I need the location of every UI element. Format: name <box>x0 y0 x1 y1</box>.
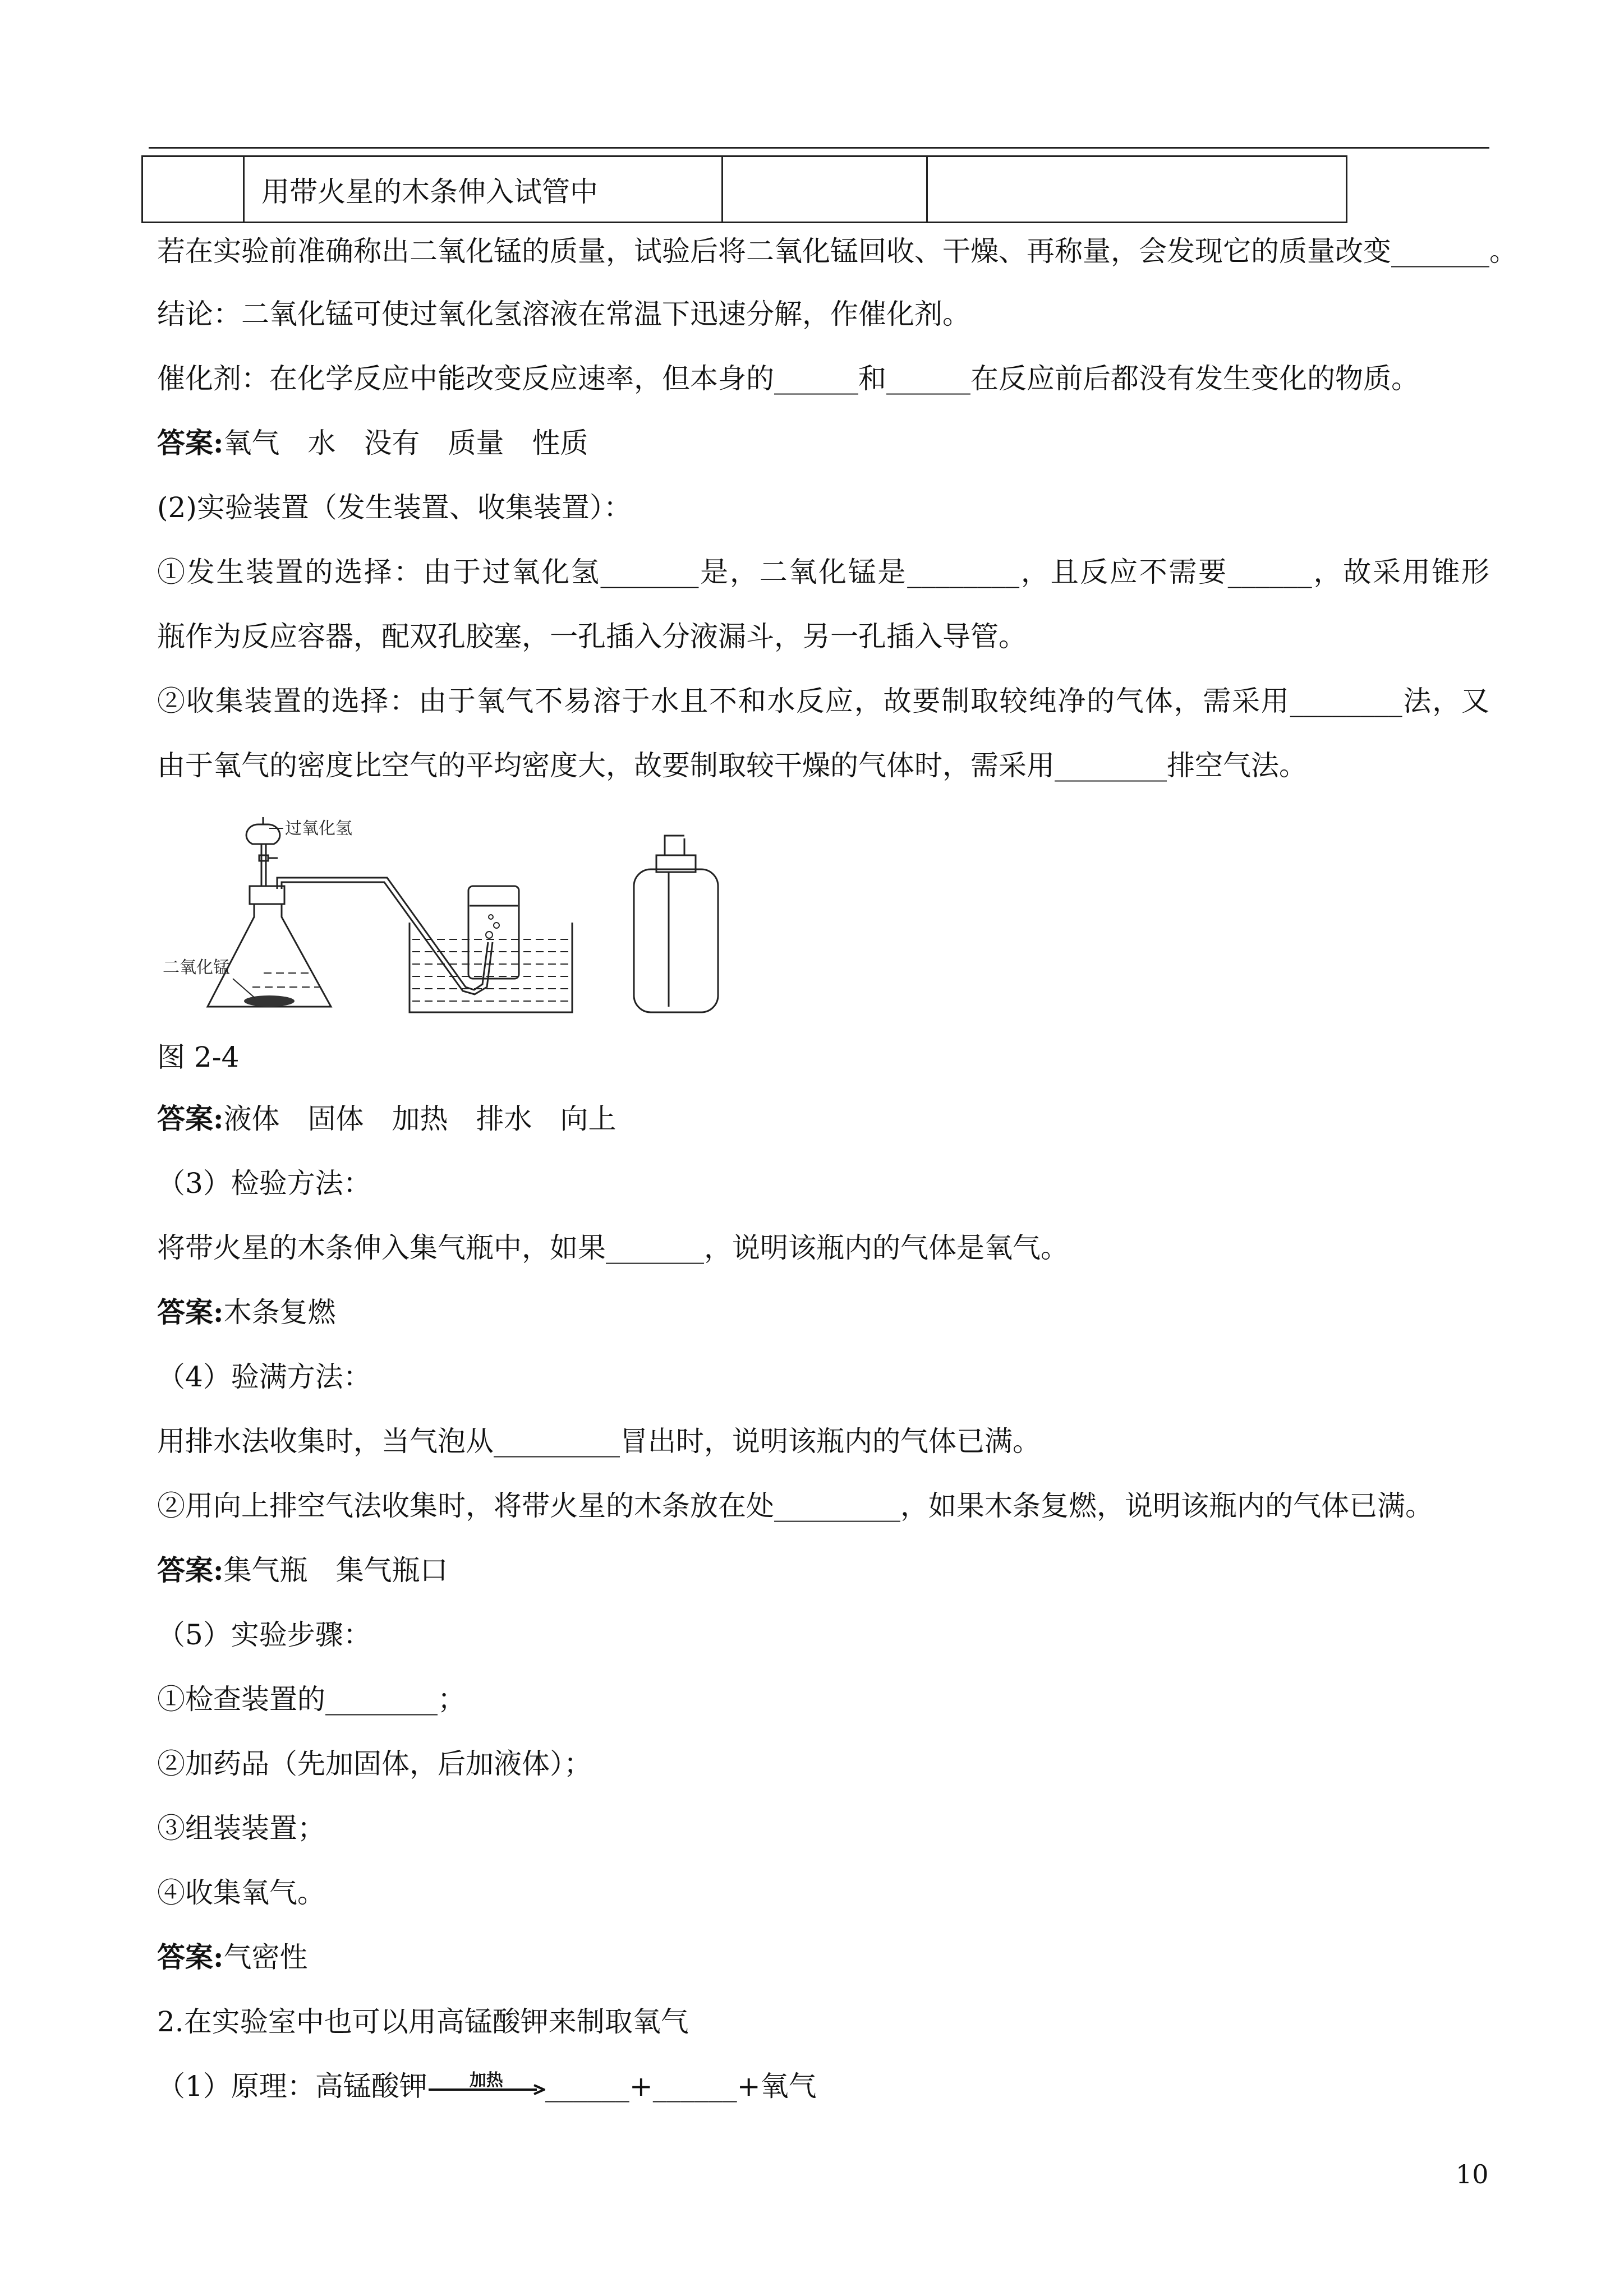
table-cell <box>723 156 927 223</box>
paragraph: 瓶作为反应容器，配双孔胶塞，一孔插入分液漏斗，另一孔插入导管。 <box>157 620 1027 653</box>
answer-line <box>157 1102 616 1136</box>
answer-text: 氧气 水 没有 质量 性质 <box>223 427 588 459</box>
section-heading: （5）实验步骤： <box>157 1619 371 1651</box>
figure-caption: 图 2-4 <box>157 1041 240 1073</box>
section-heading: (2)实验装置（发生装置、收集装置）： <box>157 491 632 524</box>
answer-text: 气密性 <box>223 1941 308 1974</box>
answer-line <box>157 426 588 460</box>
paragraph: 结论：二氧化锰可使过氧化氢溶液在常温下迅速分解，作催化剂。 <box>157 298 970 330</box>
paragraph: ②加药品（先加固体，后加液体）； <box>157 1748 592 1780</box>
answer-line <box>157 1553 448 1587</box>
mno2-label: 二氧化锰 <box>163 958 230 978</box>
answer-label: 答案: <box>157 426 224 459</box>
reaction-reactant: （1）原理：高锰酸钾 <box>157 2070 427 2103</box>
reaction-line <box>157 2069 817 2103</box>
page-number: 10 <box>1456 2159 1489 2189</box>
answer-text: 液体 固体 加热 排水 向上 <box>223 1103 617 1135</box>
paragraph: 用排水法收集时，当气泡从_________冒出时，说明该瓶内的气体已满。 <box>157 1425 1041 1458</box>
section-heading: （3）检验方法： <box>157 1167 371 1200</box>
answer-label: 答案: <box>157 1295 224 1329</box>
header-rule <box>149 147 1489 149</box>
answer-label: 答案: <box>157 1940 224 1974</box>
paragraph: 若在实验前准确称出二氧化锰的质量，试验后将二氧化锰回收、干燥、再称量，会发现它的质量改变_______。 <box>157 235 1517 268</box>
paragraph: ①检查装置的________； <box>157 1683 466 1716</box>
reaction-products: ______+______+氧气 <box>545 2070 817 2103</box>
heat-condition: 加热 <box>469 2071 503 2090</box>
table-row <box>142 156 1347 223</box>
arrow-icon <box>427 2084 545 2095</box>
paragraph: ③组装装置； <box>157 1812 325 1845</box>
answer-text: 集气瓶 集气瓶口 <box>223 1554 448 1587</box>
section-heading: 2.在实验室中也可以用高锰酸钾来制取氧气 <box>157 2005 689 2038</box>
paragraph: 将带火星的木条伸入集气瓶中，如果_______，说明该瓶内的气体是氧气。 <box>157 1232 1069 1264</box>
table-cell: 用带火星的木条伸入试管中 <box>244 156 723 223</box>
h2o2-label: 过氧化氢 <box>285 819 352 838</box>
paragraph: ④收集氧气。 <box>157 1877 325 1909</box>
answer-line <box>157 1940 307 1974</box>
table-cell <box>927 156 1347 223</box>
paragraph: ②收集装置的选择：由于氧气不易溶于水且不和水反应，故要制取较纯净的气体，需采用________法，又 <box>157 685 1489 717</box>
reaction-arrow <box>427 2069 545 2103</box>
apparatus-drawing <box>163 805 724 1029</box>
section-heading: （4）验满方法： <box>157 1361 371 1393</box>
paragraph: ①发生装置的选择：由于过氧化氢_______是，二氧化锰是________，且反应不需要______，故采用锥形 <box>157 556 1489 588</box>
experiment-table <box>141 155 1347 223</box>
answer-label: 答案: <box>157 1102 224 1135</box>
answer-text: 木条复燃 <box>223 1296 336 1329</box>
paragraph: 催化剂：在化学反应中能改变反应速率，但本身的______和______在反应前后都没有发生变化的物质。 <box>157 362 1419 395</box>
answer-line <box>157 1295 335 1329</box>
apparatus-figure <box>163 805 724 1031</box>
paragraph: ②用向上排空气法收集时，将带火星的木条放在处_________，如果木条复燃，说明该瓶内的气体已满。 <box>157 1490 1433 1522</box>
table-cell <box>142 156 244 223</box>
answer-label: 答案: <box>157 1553 224 1587</box>
paragraph: 由于氧气的密度比空气的平均密度大，故要制取较干燥的气体时，需采用________排空气法。 <box>157 749 1307 782</box>
